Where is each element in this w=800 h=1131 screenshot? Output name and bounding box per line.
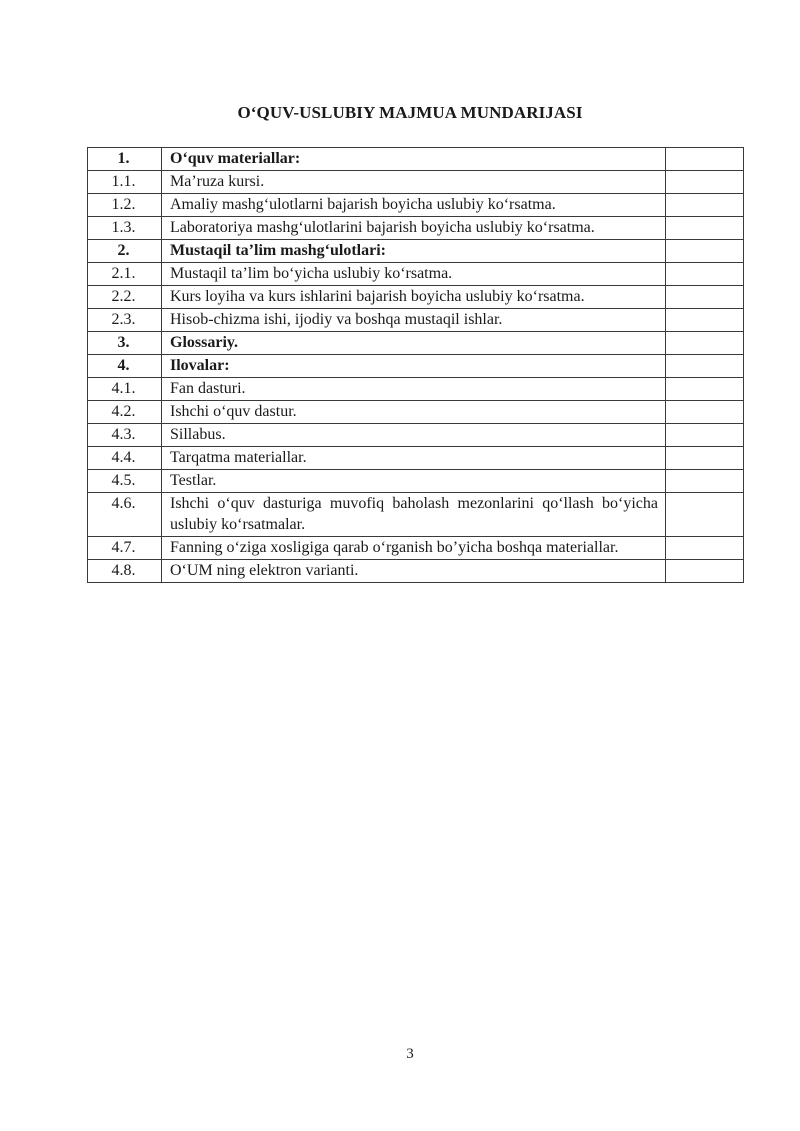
toc-item-title: Laboratoriya mashg‘ulotlarini bajarish boyicha uslubiy ko‘rsatma. (162, 217, 666, 240)
toc-item-page (666, 401, 744, 424)
toc-item-number: 4.2. (88, 401, 162, 424)
toc-item-row (88, 217, 744, 240)
toc-item-number: 4.3. (88, 424, 162, 447)
toc-item-page (666, 537, 744, 560)
toc-item-title: Ilovalar: (162, 355, 666, 378)
toc-item-title: Fanning o‘ziga xosligiga qarab o‘rganish bo’yicha boshqa materiallar. (162, 537, 666, 560)
toc-item-page (666, 286, 744, 309)
toc-item-title: Ishchi o‘quv dasturiga muvofiq baholash mezonlarini qo‘llash bo‘yicha uslubiy ko‘rsatmalar. (162, 493, 666, 537)
toc-item-title: Ma’ruza kursi. (162, 171, 666, 194)
toc-item-number: 4.5. (88, 470, 162, 493)
toc-item-row (88, 560, 744, 583)
toc-item-page (666, 378, 744, 401)
page-title: O‘QUV-USLUBIY MAJMUA MUNDARIJASI (237, 103, 583, 122)
toc-item-number: 1.2. (88, 194, 162, 217)
page-number: 3 (406, 1046, 414, 1062)
toc-item-title: Kurs loyiha va kurs ishlarini bajarish boyicha uslubiy ko‘rsatma. (162, 286, 666, 309)
toc-item-title: O‘quv materiallar: (162, 148, 666, 171)
toc-section-row (88, 240, 744, 263)
toc-item-number: 1.1. (88, 171, 162, 194)
toc-item-title: Amaliy mashg‘ulotlarni bajarish boyicha uslubiy ko‘rsatma. (162, 194, 666, 217)
toc-item-page (666, 309, 744, 332)
toc-section-row (88, 332, 744, 355)
toc-item-page (666, 263, 744, 286)
toc-item-row (88, 286, 744, 309)
toc-item-title: O‘UM ning elektron varianti. (162, 560, 666, 583)
toc-item-number: 4. (88, 355, 162, 378)
toc-item-page (666, 217, 744, 240)
toc-item-number: 2. (88, 240, 162, 263)
toc-item-title: Hisob-chizma ishi, ijodiy va boshqa mustaqil ishlar. (162, 309, 666, 332)
toc-item-row (88, 309, 744, 332)
toc-section-row (88, 355, 744, 378)
toc-item-row (88, 401, 744, 424)
toc-item-row (88, 537, 744, 560)
toc-item-page (666, 171, 744, 194)
toc-item-page (666, 240, 744, 263)
toc-item-title: Testlar. (162, 470, 666, 493)
toc-item-page (666, 194, 744, 217)
toc-item-number: 4.8. (88, 560, 162, 583)
toc-item-title: Tarqatma materiallar. (162, 447, 666, 470)
toc-item-page (666, 148, 744, 171)
toc-item-page (666, 560, 744, 583)
toc-item-page (666, 424, 744, 447)
toc-item-row (88, 194, 744, 217)
toc-item-number: 2.1. (88, 263, 162, 286)
toc-item-row (88, 470, 744, 493)
toc-item-title: Glossariy. (162, 332, 666, 355)
toc-item-page (666, 493, 744, 537)
toc-item-number: 4.1. (88, 378, 162, 401)
toc-item-title: Sillabus. (162, 424, 666, 447)
table-of-contents (87, 147, 744, 583)
toc-item-number: 1.3. (88, 217, 162, 240)
toc-section-row (88, 148, 744, 171)
toc-item-number: 4.4. (88, 447, 162, 470)
toc-item-title: Ishchi o‘quv dastur. (162, 401, 666, 424)
toc-item-page (666, 355, 744, 378)
toc-item-number: 3. (88, 332, 162, 355)
toc-item-title: Fan dasturi. (162, 378, 666, 401)
toc-item-page (666, 332, 744, 355)
toc-item-row (88, 493, 744, 537)
toc-body (88, 148, 744, 583)
toc-item-row (88, 424, 744, 447)
toc-item-row (88, 378, 744, 401)
toc-item-row (88, 171, 744, 194)
toc-item-number: 4.6. (88, 493, 162, 537)
toc-item-title: Mustaqil ta’lim bo‘yicha uslubiy ko‘rsatma. (162, 263, 666, 286)
toc-item-row (88, 447, 744, 470)
toc-item-row (88, 263, 744, 286)
toc-item-number: 4.7. (88, 537, 162, 560)
toc-item-number: 2.3. (88, 309, 162, 332)
toc-item-number: 2.2. (88, 286, 162, 309)
toc-item-title: Mustaqil ta’lim mashg‘ulotlari: (162, 240, 666, 263)
toc-item-page (666, 470, 744, 493)
toc-item-number: 1. (88, 148, 162, 171)
toc-item-page (666, 447, 744, 470)
